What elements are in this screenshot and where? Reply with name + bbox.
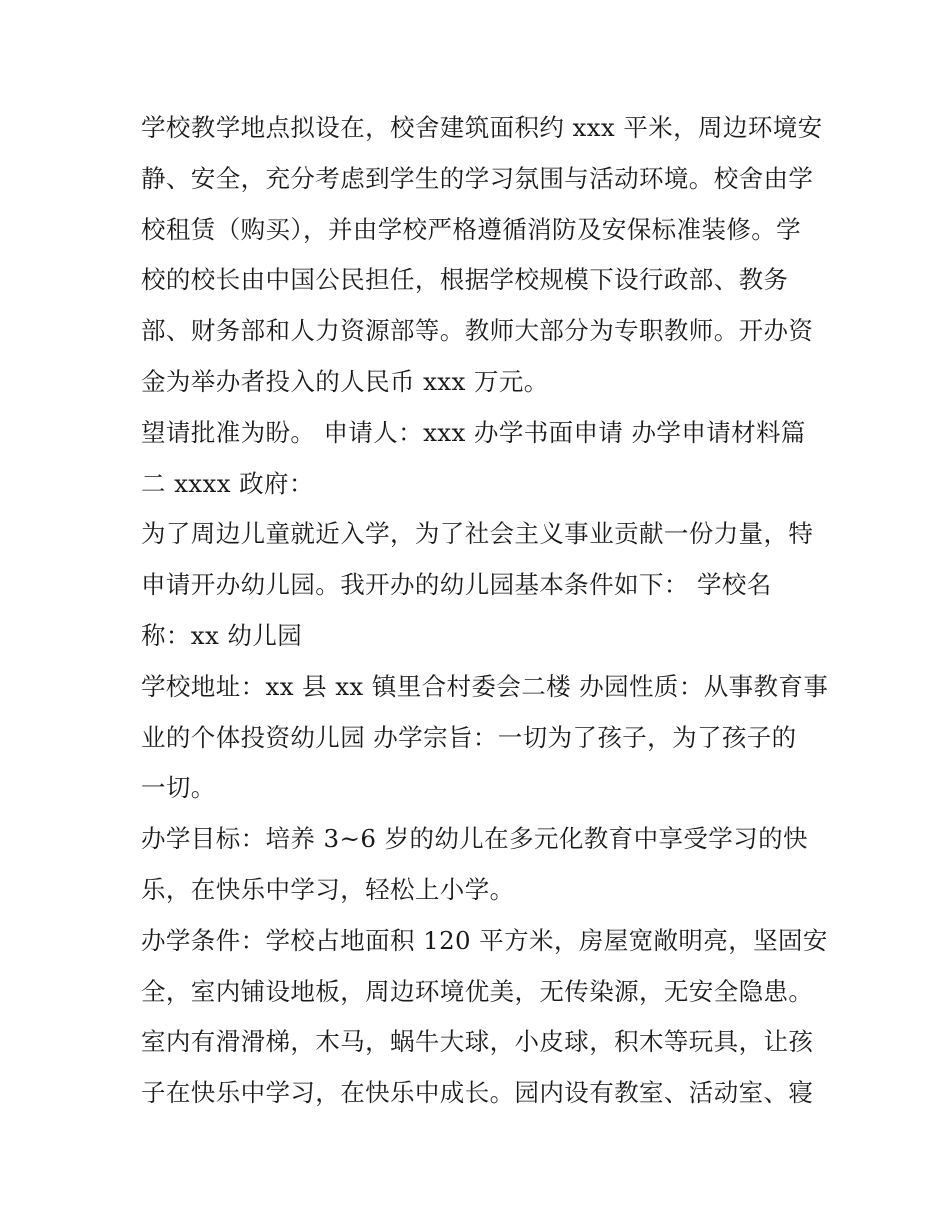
text-line: 为了周边儿童就近入学，为了社会主义事业贡献一份力量，特 [141,519,814,549]
text-line: 一切。 [141,773,216,803]
text-line: 子在快乐中学习，在快乐中成长。园内设有教室、活动室、寝 [141,1078,814,1108]
text-line: 二 xxxx 政府： [141,468,314,498]
text-line: 校的校长由中国公民担任，根据学校规模下设行政部、教务 [141,265,789,295]
text-line: 办学条件：学校占地面积 120 平方米，房屋宽敞明亮，坚固安 [141,925,828,955]
text-line: 办学目标：培养 3~6 岁的幼儿在多元化教育中享受学习的快 [141,824,808,854]
text-line: 望请批准为盼。 申请人：xxx 办学书面申请 办学申请材料篇 [141,417,806,447]
text-line: 静、安全，充分考虑到学生的学习氛围与活动环境。校舍由学 [141,163,814,193]
text-line: 校租赁（购买），并由学校严格遵循消防及安保标准装修。学 [141,214,802,244]
text-line: 金为举办者投入的人民币 xxx 万元。 [141,366,549,396]
text-line: 室内有滑滑梯，木马，蜗牛大球，小皮球，积木等玩具，让孩 [141,1027,814,1057]
text-line: 学校教学地点拟设在，校舍建筑面积约 xxx 平米，周边环境安 [141,113,823,142]
text-line: 申请开办幼儿园。我开办的幼儿园基本条件如下： 学校名 [141,570,772,600]
text-line: 业的个体投资幼儿园 办学宗旨：一切为了孩子，为了孩子的 [141,722,797,752]
text-line: 称：xx 幼儿园 [141,620,303,650]
text-line: 部、财务部和人力资源部等。教师大部分为专职教师。开办资 [141,316,814,346]
text-line: 乐，在快乐中学习，轻松上小学。 [141,874,515,904]
text-line: 全，室内铺设地板，周边环境优美，无传染源，无安全隐患。 [141,976,814,1006]
text-line: 学校地址：xx 县 xx 镇里合村委会二楼 办园性质：从事教育事 [141,671,829,701]
document-body [141,103,829,1119]
